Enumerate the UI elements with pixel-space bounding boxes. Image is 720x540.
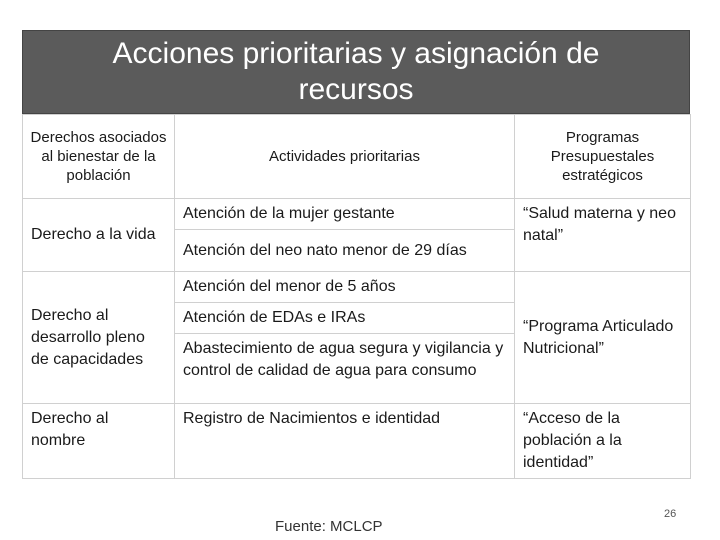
actividad-cell: Atención de EDAs e IRAs bbox=[175, 303, 515, 334]
slide-title: Acciones prioritarias y asignación de recursos bbox=[112, 37, 600, 106]
actividad-cell: Registro de Nacimientos e identidad bbox=[175, 404, 515, 479]
actividad-cell: Abastecimiento de agua segura y vigilancia y control de calidad de agua para consumo bbox=[175, 334, 515, 404]
page-number: 26 bbox=[664, 508, 677, 520]
table-row bbox=[23, 199, 691, 230]
header-derechos: Derechos asociados al bienestar de la población bbox=[23, 115, 175, 199]
table-row bbox=[23, 404, 691, 479]
slide-title-box bbox=[22, 30, 690, 114]
programa-cell: “Salud materna y neo natal” bbox=[515, 199, 691, 272]
priorities-table bbox=[22, 114, 691, 479]
actividad-cell: Atención del neo nato menor de 29 días bbox=[175, 230, 515, 272]
derecho-cell: Derecho al desarrollo pleno de capacidades bbox=[23, 272, 175, 404]
header-programas: Programas Presupuestales estratégicos bbox=[515, 115, 691, 199]
footer-source: Fuente: MCLCP bbox=[275, 518, 383, 535]
header-actividades: Actividades prioritarias bbox=[175, 115, 515, 199]
programa-cell: “Programa Articulado Nutricional” bbox=[515, 272, 691, 404]
derecho-cell: Derecho al nombre bbox=[23, 404, 175, 479]
actividad-cell: Atención de la mujer gestante bbox=[175, 199, 515, 230]
derecho-cell: Derecho a la vida bbox=[23, 199, 175, 272]
actividad-cell: Atención del menor de 5 años bbox=[175, 272, 515, 303]
table-header-row bbox=[23, 115, 691, 199]
table-row bbox=[23, 272, 691, 303]
programa-cell: “Acceso de la población a la identidad” bbox=[515, 404, 691, 479]
